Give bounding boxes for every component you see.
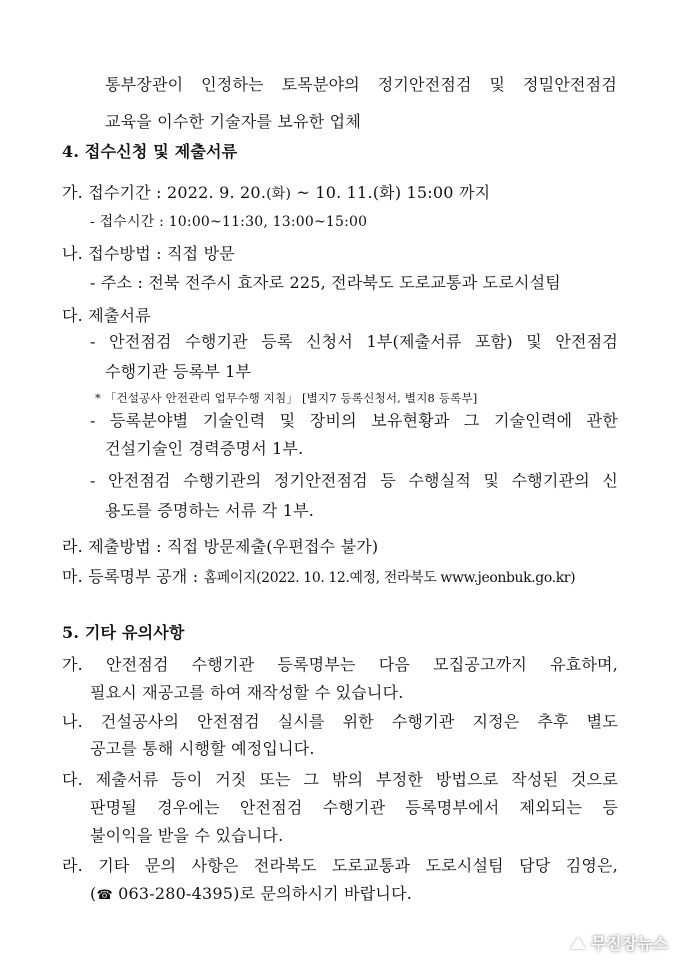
text-span: 마. 등록명부 공개 : xyxy=(62,567,204,586)
watermark-text: 무진장뉴스 xyxy=(590,934,668,953)
document-item-1-cont: 수행기관 등록부 1부 xyxy=(105,362,252,381)
note-da: 다. 제출서류 등이 거짓 또는 그 밖의 부정한 방법으로 작성된 것으로 xyxy=(62,770,618,789)
text-span: (화) xyxy=(266,186,292,202)
section-heading-5: 5. 기타 유의사항 xyxy=(62,623,185,642)
text-line: 교육을 이수한 기술자를 보유한 업체 xyxy=(105,112,361,131)
item-da-documents: 다. 제출서류 xyxy=(62,306,151,325)
note-ga-cont: 필요시 재공고를 하여 재작성할 수 있습니다. xyxy=(90,683,404,702)
note-na: 나. 건설공사의 안전점검 실시를 위한 수행기관 지정은 추후 별도 xyxy=(62,712,618,731)
note-da-cont-1: 판명될 경우에는 안전점검 수행기관 등록명부에서 제외되는 등 xyxy=(90,798,618,817)
text-span: 063-280-4395)로 문의하시기 바랍니다. xyxy=(112,884,413,903)
note-ra-contact xyxy=(90,883,412,907)
item-ra-submission-method: 라. 제출방법 : 직접 방문제출(우편접수 불가) xyxy=(62,537,379,556)
text-span: 가. 접수기간 : 2022. 9. 20. xyxy=(62,183,267,202)
document-item-3: - 안전점검 수행기관의 정기안전점검 등 수행실적 및 수행기관의 신 xyxy=(90,471,618,490)
document-item-2-cont: 건설기술인 경력증명서 1부. xyxy=(105,439,304,458)
text-span: ~ 10. 11.(화) 15:00 까지 xyxy=(291,183,491,202)
document-item-3-cont: 용도를 증명하는 서류 각 1부. xyxy=(105,501,315,520)
note-da-cont-2: 불이익을 받을 수 있습니다. xyxy=(90,826,284,845)
text-line: 통부장관이 인정하는 토목분야의 정기안전점검 및 정밀안전점검 xyxy=(105,75,617,94)
item-ga-receipt-period xyxy=(62,182,490,204)
document-note: * 「건설공사 안전관리 업무수행 지침」 [별지7 등록신청서, 별지8 등록부] xyxy=(95,391,478,405)
note-na-cont: 공고를 통해 시행할 예정입니다. xyxy=(90,739,315,758)
document-item-2: - 등록분야별 기술인력 및 장비의 보유현황과 그 기술인력에 관한 xyxy=(90,411,618,430)
mountain-icon xyxy=(569,936,587,950)
news-watermark xyxy=(569,931,668,954)
item-ma-registry-disclosure xyxy=(62,566,575,588)
note-ra: 라. 기타 문의 사항은 전라북도 도로교통과 도로시설팀 담당 김영은, xyxy=(62,856,618,875)
text-span: ( xyxy=(90,884,97,903)
phone-icon: ☎ xyxy=(96,888,113,903)
text-span: 홈페이지(2022. 10. 12.예정, 전라북도 www.jeonbuk.go.kr) xyxy=(203,570,576,586)
item-na-receipt-method: 나. 접수방법 : 직접 방문 xyxy=(62,244,235,263)
section-heading-4: 4. 접수신청 및 제출서류 xyxy=(62,142,238,161)
sub-item-receipt-time: - 접수시간 : 10:00~11:30, 13:00~15:00 xyxy=(90,214,368,230)
document-item-1: - 안전점검 수행기관 등록 신청서 1부(제출서류 포함) 및 안전점검 xyxy=(90,332,618,351)
sub-item-address: - 주소 : 전북 전주시 효자로 225, 전라북도 도로교통과 도로시설팀 xyxy=(90,273,561,292)
note-ga: 가. 안전점검 수행기관 등록명부는 다음 모집공고까지 유효하며, xyxy=(62,655,618,674)
